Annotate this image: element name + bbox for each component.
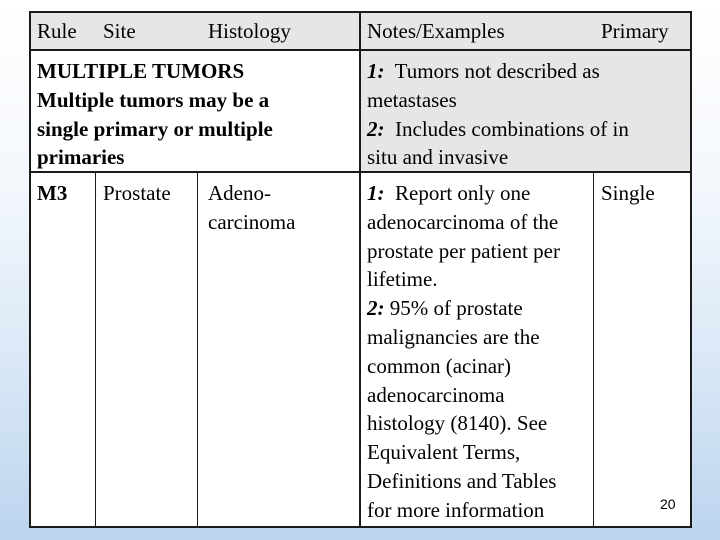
row-notes: 1: Report only one adenocarcinoma of the prostate per patient per lifetime. 2: 95% of prostate malignancies are the common (acinar) adenocarcinoma histology (8140). See Equivalent Terms, Definitions and Tables for more information (367, 181, 560, 522)
col-divider-notes (359, 11, 361, 528)
header-notes: Notes/Examples (367, 19, 505, 43)
header-row-left-bg (30, 12, 360, 50)
row-note-1-line-1: 1: Report only one (367, 181, 531, 205)
col-divider-primary (593, 171, 594, 527)
header-site: Site (103, 19, 136, 43)
section-note-2-line-1: 2: Includes combinations of in (367, 116, 629, 141)
section-notes: 1: Tumors not described as metastases 2: Includes combinations of in situ and invasive (367, 59, 629, 170)
section-note-1-line-1: 1: Tumors not described as (367, 59, 600, 83)
row-rule: M3 (37, 181, 68, 205)
col-divider-rule (95, 171, 96, 527)
header-primary: Primary (601, 19, 669, 43)
header-rule: Rule (37, 19, 77, 43)
page-number: 20 (660, 496, 676, 512)
row-site: Prostate (103, 181, 171, 205)
row-note-2-line-1: 2: 95% of prostate (367, 296, 523, 321)
col-divider-site (197, 171, 198, 527)
row-histology: Adeno- carcinoma (208, 181, 296, 234)
table-border-right (690, 11, 692, 528)
table-border-left (29, 11, 31, 528)
row-primary: Single (601, 181, 655, 205)
header-histology: Histology (208, 19, 291, 43)
section-title: MULTIPLE TUMORS Multiple tumors may be a single primary or multiple primaries (37, 59, 273, 170)
